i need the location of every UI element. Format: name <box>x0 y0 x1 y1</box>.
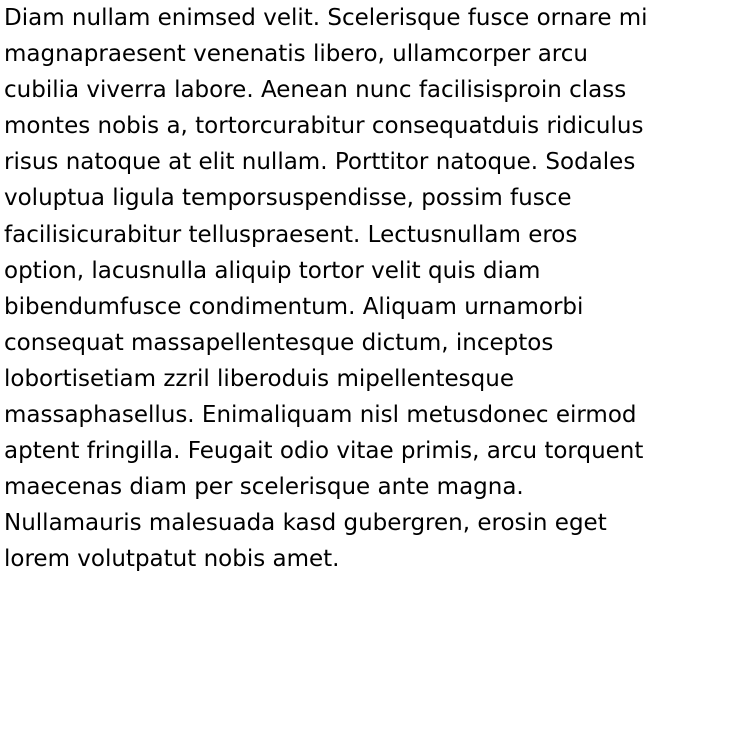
paragraph-line-10: consequat massapellentesque dictum, inceptos <box>4 329 554 356</box>
paragraph-line-9: bibendumfusce condimentum. Aliquam urnamorbi <box>4 293 584 320</box>
paragraph-line-12: massaphasellus. Enimaliquam nisl metusdonec eirmod <box>4 402 637 429</box>
paragraph-line-15: Nullamauris malesuada kasd gubergren, erosin eget <box>4 510 607 537</box>
body-paragraph <box>4 0 717 578</box>
paragraph-line-4: montes nobis a, tortorcurabitur consequatduis ridiculus <box>4 113 644 140</box>
paragraph-line-11: lobortisetiam zzril liberoduis mipellentesque <box>4 365 514 392</box>
paragraph-line-1: Diam nullam enimsed velit. Scelerisque fusce ornare mi <box>4 5 648 31</box>
paragraph-line-2: magnapraesent venenatis libero, ullamcorper arcu <box>4 41 588 68</box>
paragraph-line-16: lorem volutpatut nobis amet. <box>4 546 340 573</box>
paragraph-line-3: cubilia viverra labore. Aenean nunc facilisisproin class <box>4 77 627 104</box>
paragraph-line-6: voluptua ligula temporsuspendisse, possim fusce <box>4 185 572 212</box>
paragraph-line-13: aptent fringilla. Feugait odio vitae primis, arcu torquent <box>4 438 644 465</box>
paragraph-line-5: risus natoque at elit nullam. Porttitor natoque. Sodales <box>4 149 636 176</box>
paragraph-line-7: facilisicurabitur telluspraesent. Lectusnullam eros <box>4 221 578 248</box>
paragraph-line-8: option, lacusnulla aliquip tortor velit quis diam <box>4 257 541 284</box>
paragraph-line-14: maecenas diam per scelerisque ante magna. <box>4 474 524 501</box>
